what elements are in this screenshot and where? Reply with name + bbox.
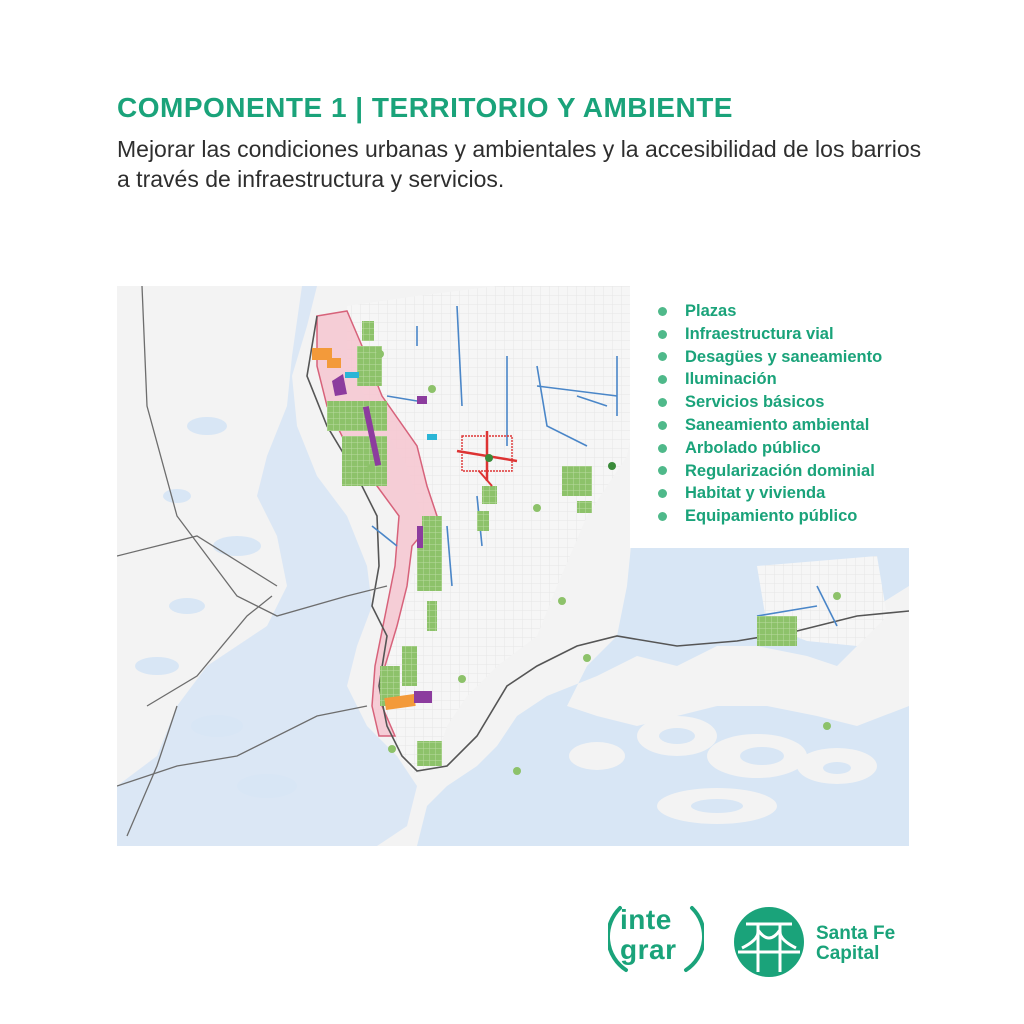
legend-dot-icon (658, 307, 667, 316)
integrar-line1: inte (620, 904, 672, 935)
santa-fe-capital-logo (732, 906, 922, 978)
legend-item-plazas: Plazas (658, 300, 930, 323)
page-title: COMPONENTE 1 | TERRITORIO Y AMBIENTE (117, 92, 733, 123)
legend-dot-icon (658, 444, 667, 453)
legend-dot-icon (658, 466, 667, 475)
legend-item-infraestructura-vial: Infraestructura vial (658, 323, 930, 346)
legend-dot-icon (658, 330, 667, 339)
legend-dot-icon (658, 421, 667, 430)
legend-dot-icon (658, 375, 667, 384)
santafe-line1: Santa Fe (816, 923, 896, 944)
bridge-badge-icon (732, 906, 806, 978)
legend-dot-icon (658, 512, 667, 521)
legend-item-saneamiento-ambiental: Saneamiento ambiental (658, 414, 930, 437)
integrar-line2: grar (620, 934, 677, 965)
legend-item-regularizacion-dominial: Regularización dominial (658, 460, 930, 483)
legend-item-habitat-vivienda: Habitat y vivienda (658, 482, 930, 505)
legend-dot-icon (658, 352, 667, 361)
legend-dot-icon (658, 489, 667, 498)
legend-item-iluminacion: Iluminación (658, 368, 930, 391)
legend-item-arbolado-publico: Arbolado público (658, 437, 930, 460)
legend-item-servicios-basicos: Servicios básicos (658, 391, 930, 414)
map-legend (630, 286, 930, 548)
integrar-logo (608, 900, 704, 976)
page-subtitle: Mejorar las condiciones urbanas y ambientales y la accesibilidad de los barrios a través de infraestructura y servicios. (117, 136, 922, 192)
legend-item-equipamiento-publico: Equipamiento público (658, 505, 930, 528)
santafe-line2: Capital (816, 943, 880, 964)
legend-item-desagues: Desagües y saneamiento (658, 346, 930, 369)
legend-dot-icon (658, 398, 667, 407)
